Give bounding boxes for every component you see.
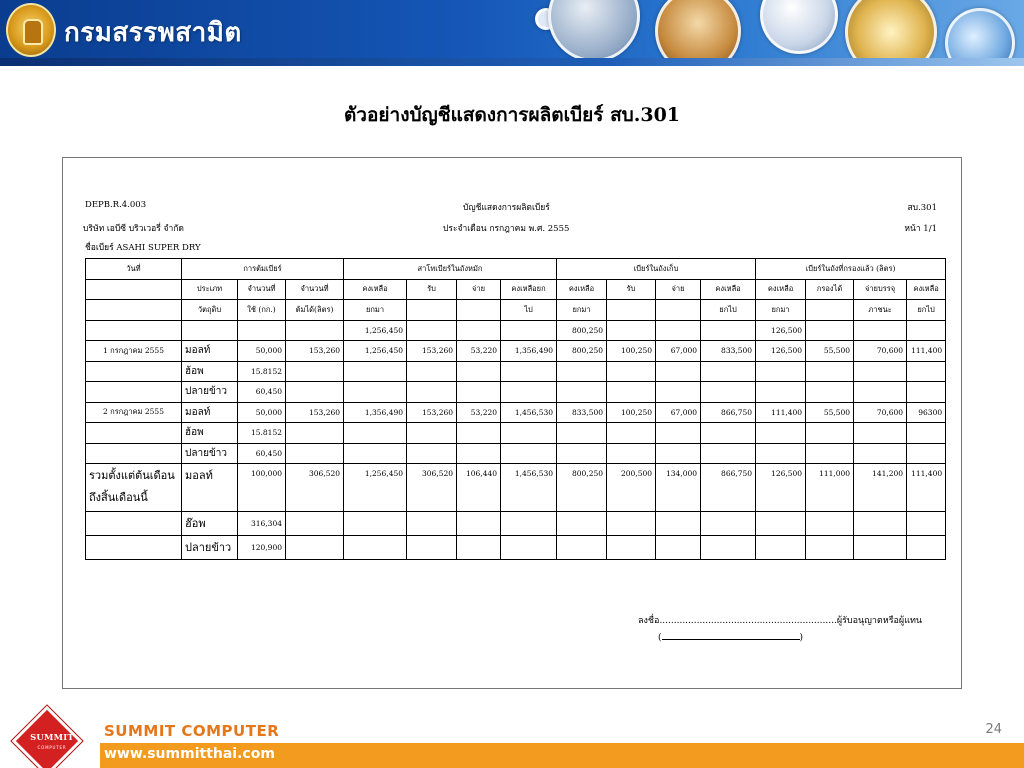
table-cell: 866,750 (701, 464, 756, 512)
table-cell: การต้มเบียร์ (182, 259, 344, 280)
table-cell: 306,520 (407, 464, 457, 512)
table-cell: 153,260 (407, 341, 457, 362)
table-cell: ฮ๊อพ (182, 512, 238, 536)
logo-text: SUMMIT (30, 733, 74, 743)
table-cell: ใช้ (กก.) (238, 300, 286, 321)
table-cell (86, 423, 182, 444)
table-cell: เบียร์ในถังที่กรองแล้ว (ลิตร) (756, 259, 946, 280)
table-cell (557, 423, 607, 444)
table-cell (656, 382, 701, 403)
table-cell: ยกมา (756, 300, 806, 321)
footer-company-name: SUMMIT COMPUTER (104, 722, 280, 740)
table-cell (407, 423, 457, 444)
table-cell (457, 423, 501, 444)
table-cell (806, 382, 854, 403)
signature-suffix: ผู้รับอนุญาตหรือผู้แทน (836, 616, 923, 626)
table-cell (407, 512, 457, 536)
table-cell (457, 361, 501, 382)
document-frame (62, 157, 962, 689)
table-cell: 800,250 (557, 464, 607, 512)
table-cell (407, 300, 457, 321)
table-cell (501, 536, 557, 560)
table-cell (701, 361, 756, 382)
table-cell: 200,500 (607, 464, 656, 512)
table-cell (86, 536, 182, 560)
close-paren: ) (799, 633, 804, 643)
table-cell (907, 423, 946, 444)
table-cell: 800,250 (557, 341, 607, 362)
table-cell: 70,600 (854, 341, 907, 362)
table-cell: 833,500 (701, 341, 756, 362)
table-cell (756, 361, 806, 382)
table-cell: มอลท์ (182, 341, 238, 362)
table-cell (907, 320, 946, 341)
footer-url[interactable]: www.summitthai.com (104, 746, 275, 762)
page-indicator: หน้า 1/1 (904, 224, 937, 234)
table-cell (854, 382, 907, 403)
table-cell: 111,000 (806, 464, 854, 512)
table-cell (344, 443, 407, 464)
table-cell: 134,000 (656, 464, 701, 512)
table-cell: 111,400 (756, 402, 806, 423)
decorative-bubble (760, 0, 838, 54)
table-cell: ปลายข้าว (182, 443, 238, 464)
table-cell (286, 443, 344, 464)
table-cell: 50,000 (238, 341, 286, 362)
table-cell: 316,304 (238, 512, 286, 536)
table-cell: วันที่ (86, 259, 182, 280)
decorative-bubble (548, 0, 640, 62)
table-cell (286, 361, 344, 382)
table-cell (656, 300, 701, 321)
ledger-title: บัญชีแสดงการผลิตเบียร์ (463, 203, 550, 213)
table-cell (457, 443, 501, 464)
name-underline (662, 631, 800, 640)
table-cell (457, 382, 501, 403)
table-subheader-row (86, 300, 946, 321)
table-cell: 1,456,530 (501, 464, 557, 512)
table-cell (656, 361, 701, 382)
table-cell (607, 300, 656, 321)
table-cell (607, 382, 656, 403)
signature-name-line (658, 631, 803, 643)
table-cell: คงเหลือ (756, 279, 806, 300)
summary-row (86, 464, 946, 512)
table-cell (607, 536, 656, 560)
table-cell: 96300 (907, 402, 946, 423)
table-cell (457, 300, 501, 321)
table-cell: ปลายข้าว (182, 536, 238, 560)
table-cell (501, 423, 557, 444)
table-subheader-row (86, 279, 946, 300)
summary-row (86, 512, 946, 536)
table-cell: ยกมา (344, 300, 407, 321)
table-cell: 1 กรกฎาคม 2555 (86, 341, 182, 362)
table-cell: 800,250 (557, 320, 607, 341)
table-cell: รวมตั้งแต่ต้นเดือนถึงสิ้นเดือนนี้ (86, 464, 182, 512)
table-cell: 306,520 (286, 464, 344, 512)
table-cell (557, 512, 607, 536)
signature-line (638, 613, 922, 627)
table-cell (238, 320, 286, 341)
table-cell: ประเภท (182, 279, 238, 300)
table-header-row (86, 259, 946, 280)
table-cell: 55,500 (806, 341, 854, 362)
table-cell: 126,500 (756, 341, 806, 362)
table-cell: 100,000 (238, 464, 286, 512)
signature-prefix: ลงชื่อ (638, 616, 660, 626)
table-cell (806, 536, 854, 560)
table-cell: ยกไป (701, 300, 756, 321)
table-cell: 2 กรกฎาคม 2555 (86, 402, 182, 423)
table-cell (86, 443, 182, 464)
table-cell (407, 320, 457, 341)
table-row (86, 443, 946, 464)
table-cell (286, 423, 344, 444)
table-cell: 153,260 (407, 402, 457, 423)
table-cell: 1,256,450 (344, 341, 407, 362)
table-row (86, 361, 946, 382)
beer-name: ชื่อเบียร์ ASAHI SUPER DRY (85, 243, 201, 253)
table-cell: จ่าย (457, 279, 501, 300)
table-cell (854, 423, 907, 444)
table-row (86, 423, 946, 444)
table-cell: 1,356,490 (344, 402, 407, 423)
table-cell (607, 361, 656, 382)
table-cell (407, 361, 457, 382)
table-cell (344, 536, 407, 560)
table-cell: กรองได้ (806, 279, 854, 300)
table-cell: จ่าย (656, 279, 701, 300)
table-cell (607, 320, 656, 341)
table-cell (344, 512, 407, 536)
table-cell: 53,220 (457, 341, 501, 362)
table-cell (701, 536, 756, 560)
table-cell: 126,500 (756, 464, 806, 512)
table-cell (344, 361, 407, 382)
table-cell (557, 361, 607, 382)
table-cell (907, 382, 946, 403)
table-cell (806, 512, 854, 536)
table-cell (501, 382, 557, 403)
signature-dots: .............................................................. (659, 616, 837, 626)
table-cell (756, 443, 806, 464)
table-cell (656, 443, 701, 464)
page-number: 24 (985, 722, 1002, 737)
table-cell: 60,450 (238, 382, 286, 403)
table-cell: วัตถุดิบ (182, 300, 238, 321)
table-cell (701, 512, 756, 536)
table-cell (457, 536, 501, 560)
table-cell: มอลท์ (182, 464, 238, 512)
table-cell: 1,456,530 (501, 402, 557, 423)
table-cell: คงเหลือ (907, 279, 946, 300)
table-cell (344, 382, 407, 403)
table-cell: ภาชนะ (854, 300, 907, 321)
slide-title: ตัวอย่างบัญชีแสดงการผลิตเบียร์ สบ.301 (343, 104, 681, 126)
table-cell (286, 536, 344, 560)
table-cell: 153,260 (286, 341, 344, 362)
table-cell (701, 382, 756, 403)
table-cell (907, 443, 946, 464)
table-cell: 67,000 (656, 402, 701, 423)
table-cell: 15.8152 (238, 361, 286, 382)
table-cell (501, 320, 557, 341)
production-ledger-table (85, 258, 946, 560)
table-cell: รับ (607, 279, 656, 300)
table-cell (182, 320, 238, 341)
header-stripe (0, 58, 1024, 66)
table-cell: 111,400 (907, 464, 946, 512)
table-cell (701, 320, 756, 341)
table-cell: 60,450 (238, 443, 286, 464)
table-cell: รับ (407, 279, 457, 300)
table-cell (806, 423, 854, 444)
table-cell: เบียร์ในถังเก็บ (557, 259, 756, 280)
table-cell: ไป (501, 300, 557, 321)
table-cell (701, 423, 756, 444)
table-cell: คงเหลือยก (501, 279, 557, 300)
table-cell (86, 361, 182, 382)
table-cell: มอลท์ (182, 402, 238, 423)
table-cell (656, 536, 701, 560)
table-cell (557, 536, 607, 560)
table-cell (86, 300, 182, 321)
table-row (86, 341, 946, 362)
table-cell (286, 382, 344, 403)
table-cell (501, 443, 557, 464)
table-cell (86, 279, 182, 300)
table-cell (407, 443, 457, 464)
table-cell (656, 512, 701, 536)
table-cell: 111,400 (907, 341, 946, 362)
table-cell (344, 423, 407, 444)
table-cell (407, 536, 457, 560)
company-name: บริษัท เอบีซี บริวเวอรี่ จำกัด (83, 224, 184, 234)
table-cell (86, 512, 182, 536)
header-banner (0, 0, 1024, 66)
table-cell: 70,600 (854, 402, 907, 423)
table-cell (656, 320, 701, 341)
table-cell: 1,356,490 (501, 341, 557, 362)
table-cell: 833,500 (557, 402, 607, 423)
table-cell: 67,000 (656, 341, 701, 362)
table-cell (907, 536, 946, 560)
table-cell (756, 512, 806, 536)
table-cell (607, 423, 656, 444)
table-cell (806, 320, 854, 341)
table-cell (607, 443, 656, 464)
decorative-bubble (655, 0, 741, 66)
table-cell (501, 512, 557, 536)
table-cell (457, 512, 501, 536)
table-cell (86, 382, 182, 403)
table-cell: ยกมา (557, 300, 607, 321)
table-cell: คงเหลือ (557, 279, 607, 300)
table-cell: จำนวนที่ (238, 279, 286, 300)
table-cell (907, 361, 946, 382)
table-cell: 100,250 (607, 341, 656, 362)
table-cell (86, 320, 182, 341)
table-cell: ฮ้อพ (182, 361, 238, 382)
table-cell: 100,250 (607, 402, 656, 423)
table-cell (286, 512, 344, 536)
table-cell (656, 423, 701, 444)
table-cell (607, 512, 656, 536)
table-cell: ปลายข้าว (182, 382, 238, 403)
table-cell: คงเหลือ (701, 279, 756, 300)
table-cell (806, 443, 854, 464)
department-name: กรมสรรพสามิต (64, 18, 242, 48)
table-cell: 53,220 (457, 402, 501, 423)
table-cell (854, 512, 907, 536)
table-cell: 866,750 (701, 402, 756, 423)
table-cell (854, 320, 907, 341)
summary-row (86, 536, 946, 560)
table-cell: จำนวนที่ (286, 279, 344, 300)
table-cell (854, 443, 907, 464)
table-cell: 126,500 (756, 320, 806, 341)
table-cell (907, 512, 946, 536)
logo-subtext: COMPUTER (37, 745, 67, 750)
table-cell: 141,200 (854, 464, 907, 512)
table-cell (407, 382, 457, 403)
table-cell: 1,256,450 (344, 320, 407, 341)
table-cell: 106,440 (457, 464, 501, 512)
table-cell (756, 382, 806, 403)
table-row (86, 402, 946, 423)
decorative-bubble (845, 0, 937, 66)
table-cell: ฮ้อพ (182, 423, 238, 444)
table-cell: 55,500 (806, 402, 854, 423)
table-cell: 1,256,450 (344, 464, 407, 512)
table-cell (756, 423, 806, 444)
table-cell: ต้มได้(ลิตร) (286, 300, 344, 321)
table-cell (806, 300, 854, 321)
table-cell (557, 443, 607, 464)
table-cell: 120,900 (238, 536, 286, 560)
table-cell (286, 320, 344, 341)
table-cell: สาโทเบียร์ในถังหมัก (344, 259, 557, 280)
table-cell: 15.8152 (238, 423, 286, 444)
table-cell: 153,260 (286, 402, 344, 423)
table-cell: จ่ายบรรจุ (854, 279, 907, 300)
table-cell (854, 361, 907, 382)
table-cell: ยกไป (907, 300, 946, 321)
table-cell: 50,000 (238, 402, 286, 423)
excise-emblem-icon (6, 3, 56, 57)
table-row (86, 320, 946, 341)
table-cell (701, 443, 756, 464)
table-cell (756, 536, 806, 560)
table-cell (806, 361, 854, 382)
table-cell (854, 536, 907, 560)
form-code: DEPB.R.4.003 (85, 200, 147, 210)
table-cell (457, 320, 501, 341)
open-paren: ( (658, 633, 662, 643)
form-number: สบ.301 (907, 203, 937, 213)
table-row (86, 382, 946, 403)
ledger-period: ประจำเดือน กรกฎาคม พ.ศ. 2555 (443, 224, 570, 234)
table-cell: คงเหลือ (344, 279, 407, 300)
table-cell (501, 361, 557, 382)
table-cell (557, 382, 607, 403)
